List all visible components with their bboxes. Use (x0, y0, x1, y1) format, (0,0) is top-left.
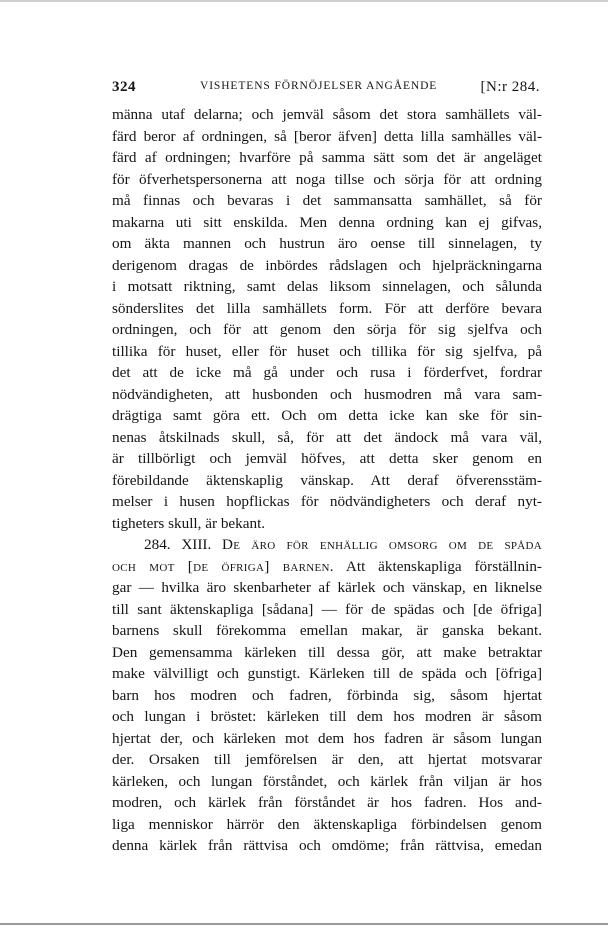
text-line: Den gemensamma kärleken till dessa gör, att make betraktar (112, 643, 542, 661)
text-line: make välvilligt och gunstigt. Kärleken till de späda och [öfriga] (112, 665, 542, 682)
section-number: 284. (144, 536, 171, 553)
text-line: der. Orsaken till jemförelsen är den, att hjertat motsvarar (112, 751, 542, 768)
text-line: denna kärlek från rättvisa och omdöme; från rättvisa, emedan (112, 837, 542, 854)
text-line: kärleken, och lungan förståndet, och kärlek från viljan är hos (112, 772, 542, 790)
page-number: 324 (112, 79, 136, 95)
text-line: må finnas och bevaras i det sammansatta samhället, så för (112, 192, 542, 209)
text-line: barn hos modren och fadren, förbinda sig, såsom hjertat (112, 686, 542, 704)
section-reference: [N:r 284. (480, 79, 540, 95)
text-line: det att de icke må gå under och rusa i förderfvet, fordrar (112, 364, 542, 381)
text-line: drägtiga samt göra ett. Och om detta icke kan ske för sin- (112, 407, 542, 424)
text-line: och lungan i bröstet: kärleken till dem hos modren är såsom (112, 708, 542, 725)
section-roman: XIII. (181, 536, 212, 553)
text-line: färd beror af ordningen, så [beror äfven] detta lilla samhälles väl- (112, 127, 542, 145)
text-line: liga menniskor härrör den äktenskapliga förbindelsen genom (112, 815, 542, 833)
text-line: derigenom dragas de inbördes rådslagen och hjelpräckningarna (112, 256, 542, 274)
scan-bottom-edge (0, 923, 608, 925)
text-line: tillika för huset, eller för huset och tillika för sig sjelfva, på (112, 342, 542, 360)
text-line: nödvändigheten, att husbonden och husmodren må vara sam- (112, 385, 542, 403)
text-fragment: Att äktenskapliga förställnin- (345, 557, 542, 575)
text-line: i motsatt riktning, samt delas liksom sinnelagen, och sålunda (112, 278, 542, 295)
section-heading-line (112, 556, 542, 578)
text-line: färd af ordningen; hvarföre på samma sätt som det är angeläget (112, 149, 542, 166)
text-line: till sant äktenskapliga [sådana] — för de spädas och [de öfriga] (112, 600, 542, 618)
text-line: tigheters skull, är bekant. (112, 514, 266, 532)
running-header (108, 79, 540, 99)
scan-top-edge (0, 0, 608, 2)
text-line: ordningen, och för att genom den sörja för sig sjelfva och (112, 321, 542, 338)
text-line: sönderslites det lilla samhällets form. För att derföre bevara (112, 299, 542, 317)
text-line: förebildande äktenskaplig vänskap. Att deraf öfverensstäm- (112, 471, 542, 489)
section-heading-line (112, 534, 542, 556)
text-line: för öfverhetspersonerna att noga tillse och sörja för att ordning (112, 170, 542, 188)
text-line: är tillbörligt och jemväl höfves, att detta sker genom en (112, 450, 542, 467)
section-title-continued: och mot [de öfriga] barnen. (112, 557, 334, 575)
text-line: hjertat der, och kärleken mot dem hos fadren är såsom lungan (112, 729, 542, 747)
text-line: modren, och kärlek från förståndet är hos fadren. Hos and- (112, 794, 542, 811)
section-title: De äro för enhällig omsorg om de spåda (222, 536, 543, 553)
text-line: makarna uti sitt enskilda. Men denna ordning kan ej gifvas, (112, 213, 542, 231)
text-line: nenas åtskilnads skull, så, för att det ändock må vara väl, (112, 428, 542, 446)
running-title: VISHETENS FÖRNÖJELSER ANGÅENDE (200, 80, 438, 92)
text-line: melser i husen hopflickas för nödvändigheters och deraf nyt- (112, 493, 542, 510)
text-line: männa utaf delarna; och jemväl såsom det stora samhällets väl- (112, 106, 542, 123)
text-line: gar — hvilka äro skenbarheter af kärlek och vänskap, en liknelse (112, 579, 542, 596)
text-line: barnens skull förekomma emellan makar, är ganska bekant. (112, 622, 542, 639)
body-text (112, 104, 542, 857)
text-line: om äkta mannen och hustrun äro oense till sinnelagen, ty (112, 235, 542, 252)
